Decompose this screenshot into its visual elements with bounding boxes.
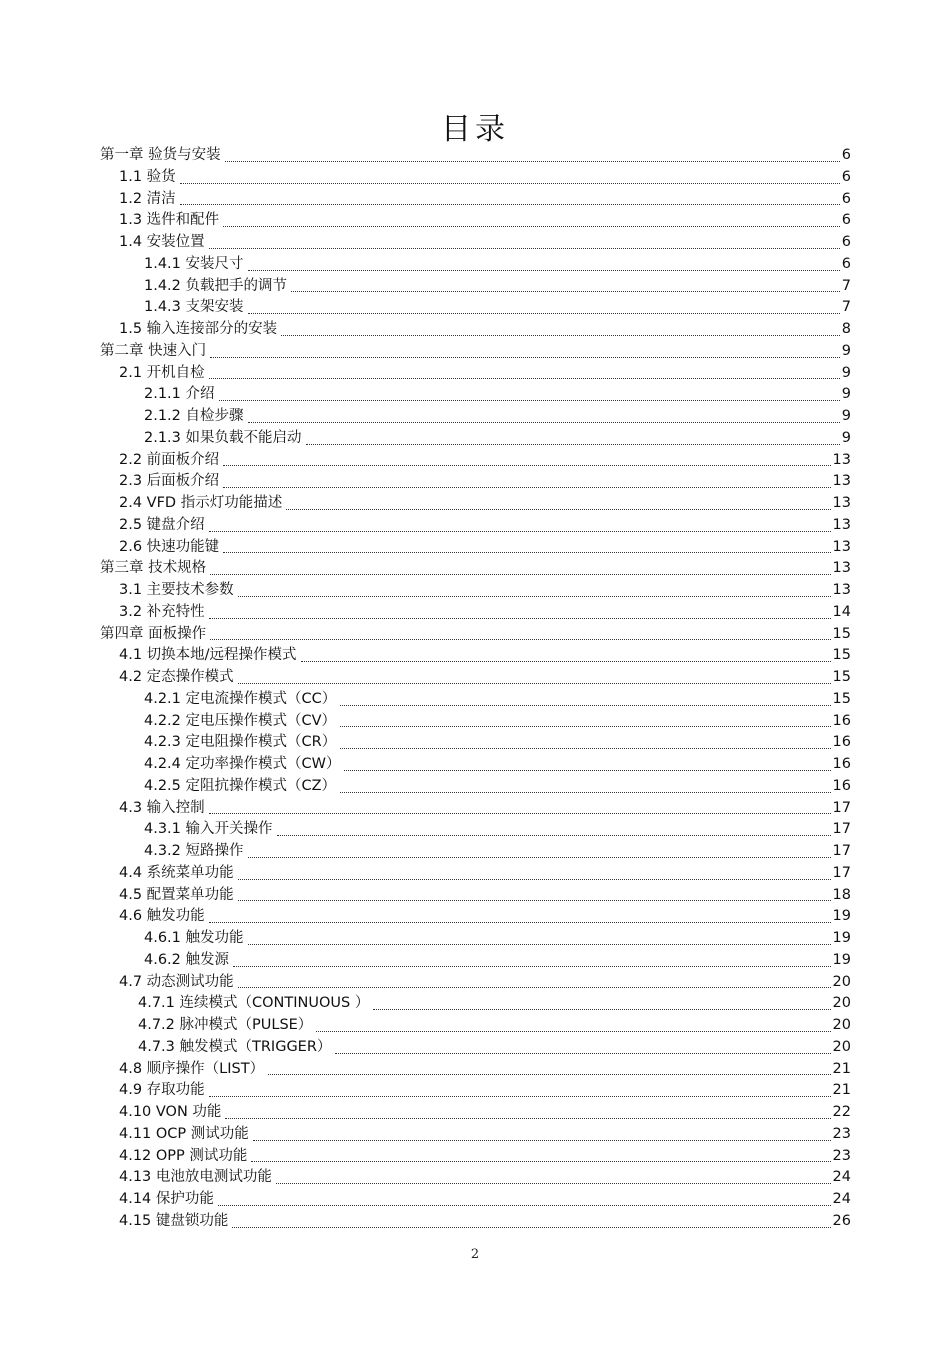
toc-entry[interactable]	[100, 319, 851, 341]
toc-entry[interactable]	[100, 1211, 851, 1233]
toc-entry-title: 4.2.2 定电压操作模式（CV）	[144, 712, 337, 729]
toc-entry[interactable]	[100, 1015, 851, 1037]
toc-entry-title: 4.2.3 定电阻操作模式（CR）	[144, 734, 337, 751]
toc-entry-title: 4.13 电池放电测试功能	[119, 1169, 272, 1186]
toc-entry-page: 14	[832, 603, 851, 620]
page-number: 2	[470, 1247, 480, 1262]
toc-entry-page: 22	[832, 1104, 851, 1120]
toc-entry[interactable]	[100, 1102, 851, 1124]
toc-leader-dots	[238, 878, 831, 880]
toc-leader-dots	[373, 1008, 830, 1010]
toc-entry-title: 3.1 主要技术参数	[119, 582, 234, 598]
toc-leader-dots	[268, 1073, 830, 1075]
toc-entry-title: 4.2 定态操作模式	[119, 669, 234, 685]
toc-entry[interactable]	[100, 972, 851, 994]
toc-leader-dots	[232, 1226, 830, 1228]
toc-leader-dots	[251, 1160, 830, 1162]
toc-entry-page: 6	[841, 168, 851, 185]
toc-entry[interactable]	[100, 645, 851, 667]
toc-entry[interactable]	[100, 276, 851, 298]
toc-leader-dots	[277, 834, 831, 836]
toc-leader-dots	[210, 638, 830, 640]
toc-leader-dots	[223, 225, 840, 227]
toc-entry-page: 13	[832, 582, 851, 598]
toc-entry-title: 1.2 清洁	[119, 190, 176, 207]
toc-leader-dots	[340, 704, 830, 706]
toc-entry-title: 1.3 选件和配件	[119, 212, 220, 229]
toc-entry[interactable]	[100, 493, 851, 515]
toc-entry-page: 26	[832, 1212, 851, 1229]
toc-entry[interactable]	[100, 1167, 851, 1189]
toc-leader-dots	[223, 464, 830, 466]
toc-entry[interactable]	[100, 254, 851, 276]
toc-entry-page: 7	[841, 299, 851, 316]
toc-leader-dots	[238, 899, 831, 901]
toc-entry-title: 3.2 补充特性	[119, 603, 205, 620]
toc-leader-dots	[248, 312, 840, 314]
toc-leader-dots	[248, 421, 840, 423]
toc-entry-page: 6	[841, 212, 851, 229]
toc-entry-page: 15	[832, 669, 851, 685]
toc-entry-page: 17	[832, 799, 851, 816]
toc-entry-title: 2.1.3 如果负载不能启动	[144, 429, 302, 446]
page-title: 目录	[441, 112, 509, 147]
toc-entry[interactable]	[100, 885, 851, 907]
toc-leader-dots	[238, 682, 831, 684]
toc-leader-dots	[218, 1204, 831, 1206]
toc-entry[interactable]	[100, 1059, 851, 1081]
toc-entry[interactable]	[100, 1124, 851, 1146]
toc-entry[interactable]	[100, 384, 851, 406]
toc-entry-title: 1.4.2 负载把手的调节	[144, 277, 288, 294]
toc-entry[interactable]	[100, 406, 851, 428]
toc-entry[interactable]	[100, 167, 851, 189]
toc-entry-page: 16	[832, 712, 851, 729]
toc-entry-page: 15	[832, 647, 851, 664]
toc-entry[interactable]	[100, 863, 851, 885]
toc-entry-page: 17	[832, 864, 851, 881]
toc-entry[interactable]	[100, 993, 851, 1015]
toc-entry-title: 第三章 技术规格	[100, 560, 207, 577]
toc-leader-dots	[223, 551, 830, 553]
toc-entry-title: 4.11 OCP 测试功能	[119, 1125, 249, 1142]
toc-entry[interactable]	[100, 754, 851, 776]
toc-entry[interactable]	[100, 428, 851, 450]
toc-entry-page: 19	[832, 951, 851, 968]
toc-entry-page: 17	[832, 843, 851, 859]
toc-leader-dots	[210, 356, 840, 358]
toc-entry-page: 13	[832, 538, 851, 555]
toc-entry-title: 1.4.3 支架安装	[144, 299, 244, 316]
toc-leader-dots	[223, 486, 830, 488]
toc-entry[interactable]	[100, 667, 851, 689]
toc-entry[interactable]	[100, 732, 851, 754]
toc-entry[interactable]	[100, 711, 851, 733]
toc-entry-page: 13	[832, 495, 851, 511]
toc-leader-dots	[180, 203, 840, 205]
toc-leader-dots	[225, 1117, 830, 1119]
toc-entry-page: 15	[832, 690, 851, 707]
toc-entry[interactable]	[100, 232, 851, 254]
toc-entry-page: 9	[841, 386, 851, 403]
toc-leader-dots	[291, 290, 840, 292]
toc-entry-title: 2.5 键盘介绍	[119, 516, 205, 533]
toc-entry[interactable]	[100, 341, 851, 363]
toc-entry-page: 23	[832, 1147, 851, 1164]
toc-leader-dots	[219, 399, 840, 401]
toc-leader-dots	[238, 595, 831, 597]
toc-entry-title: 1.5 输入连接部分的安装	[119, 321, 278, 337]
toc-entry-title: 4.7 动态测试功能	[119, 973, 234, 990]
toc-leader-dots	[340, 725, 831, 727]
toc-entry-title: 2.2 前面板介绍	[119, 451, 220, 468]
toc-entry-page: 16	[832, 756, 851, 772]
toc-entry-page: 6	[841, 190, 851, 207]
toc-entry-page: 20	[832, 1017, 851, 1033]
toc-entry-page: 18	[832, 886, 851, 903]
toc-leader-dots	[248, 943, 831, 945]
toc-leader-dots	[233, 965, 831, 967]
toc-entry-page: 9	[841, 408, 851, 424]
toc-entry-title: 4.12 OPP 测试功能	[119, 1147, 248, 1164]
toc-entry[interactable]	[100, 624, 851, 646]
toc-leader-dots	[340, 791, 830, 793]
toc-entry-page: 23	[832, 1125, 851, 1142]
toc-leader-dots	[253, 1139, 831, 1141]
toc-entry-title: 4.1 切换本地/远程操作模式	[119, 647, 297, 664]
toc-leader-dots	[276, 1182, 831, 1184]
table-of-contents	[100, 145, 851, 1233]
toc-entry-title: 4.8 顺序操作（LIST）	[119, 1060, 265, 1077]
toc-entry-title: 4.7.2 脉冲模式（PULSE）	[138, 1017, 313, 1033]
toc-entry-page: 6	[841, 147, 851, 163]
toc-entry-title: 2.1 开机自检	[119, 364, 205, 381]
toc-entry-title: 2.6 快速功能键	[119, 538, 220, 555]
toc-entry-title: 4.4 系统菜单功能	[119, 864, 234, 881]
toc-entry-title: 1.4 安装位置	[119, 234, 205, 250]
toc-entry[interactable]	[100, 798, 851, 820]
toc-entry-page: 20	[832, 973, 851, 990]
toc-entry[interactable]	[100, 906, 851, 928]
toc-entry-title: 1.4.1 安装尺寸	[144, 255, 244, 272]
toc-entry-title: 4.3 输入控制	[119, 799, 205, 816]
toc-entry-page: 6	[841, 234, 851, 250]
toc-entry[interactable]	[100, 928, 851, 950]
toc-leader-dots	[209, 1095, 831, 1097]
toc-entry-page: 13	[832, 516, 851, 533]
toc-entry-title: 2.3 后面板介绍	[119, 473, 220, 490]
toc-entry-page: 17	[832, 821, 851, 838]
toc-entry-page: 20	[832, 1038, 851, 1055]
toc-entry-title: 4.3.1 输入开关操作	[144, 821, 273, 838]
toc-entry-title: 第一章 验货与安装	[100, 147, 221, 163]
toc-entry-title: 第二章 快速入门	[100, 342, 207, 359]
toc-entry[interactable]	[100, 580, 851, 602]
toc-entry-title: 4.6 触发功能	[119, 908, 205, 925]
toc-entry-page: 13	[832, 473, 851, 490]
toc-leader-dots	[316, 1030, 830, 1032]
toc-entry-title: 1.1 验货	[119, 168, 176, 185]
toc-entry-title: 4.2.4 定功率操作模式（CW）	[144, 756, 341, 772]
toc-entry-page: 21	[832, 1082, 851, 1099]
toc-entry[interactable]	[100, 145, 851, 167]
toc-entry[interactable]	[100, 819, 851, 841]
toc-entry[interactable]	[100, 1080, 851, 1102]
toc-entry[interactable]	[100, 1189, 851, 1211]
toc-leader-dots	[209, 377, 840, 379]
toc-entry[interactable]	[100, 776, 851, 798]
toc-entry-title: 2.1.2 自检步骤	[144, 408, 244, 424]
toc-leader-dots	[248, 269, 840, 271]
toc-entry[interactable]	[100, 1037, 851, 1059]
toc-leader-dots	[286, 508, 830, 510]
toc-entry-page: 16	[832, 734, 851, 751]
toc-entry-title: 2.1.1 介绍	[144, 386, 215, 403]
toc-entry-page: 8	[841, 321, 851, 337]
toc-leader-dots	[225, 160, 840, 162]
toc-entry-page: 19	[832, 908, 851, 925]
toc-leader-dots	[210, 573, 830, 575]
toc-entry-title: 第四章 面板操作	[100, 625, 207, 642]
toc-entry-page: 19	[832, 930, 851, 946]
toc-entry-title: 4.7.3 触发模式（TRIGGER）	[138, 1038, 332, 1055]
toc-entry-title: 4.3.2 短路操作	[144, 843, 244, 859]
toc-entry-page: 7	[841, 277, 851, 294]
toc-entry-page: 9	[841, 429, 851, 446]
toc-entry-title: 4.7.1 连续模式（CONTINUOUS ）	[138, 995, 370, 1012]
toc-entry-title: 4.6.1 触发功能	[144, 930, 244, 946]
toc-entry-title: 4.5 配置菜单功能	[119, 886, 234, 903]
toc-entry-page: 13	[832, 451, 851, 468]
toc-leader-dots	[335, 1052, 830, 1054]
toc-leader-dots	[209, 617, 831, 619]
toc-leader-dots	[248, 856, 831, 858]
toc-entry-title: 4.6.2 触发源	[144, 951, 230, 968]
toc-entry-page: 13	[832, 560, 851, 577]
toc-leader-dots	[209, 812, 831, 814]
toc-entry[interactable]	[100, 210, 851, 232]
toc-entry[interactable]	[100, 515, 851, 537]
toc-leader-dots	[301, 660, 831, 662]
toc-leader-dots	[281, 334, 840, 336]
toc-entry-page: 9	[841, 342, 851, 359]
toc-leader-dots	[344, 769, 830, 771]
toc-entry-title: 4.2.5 定阻抗操作模式（CZ）	[144, 777, 337, 794]
toc-entry[interactable]	[100, 841, 851, 863]
toc-entry-page: 9	[841, 364, 851, 381]
toc-entry[interactable]	[100, 689, 851, 711]
toc-leader-dots	[209, 921, 831, 923]
toc-entry[interactable]	[100, 537, 851, 559]
toc-leader-dots	[306, 443, 840, 445]
toc-entry-page: 20	[832, 995, 851, 1012]
toc-entry[interactable]	[100, 558, 851, 580]
toc-entry-page: 21	[832, 1060, 851, 1077]
toc-entry[interactable]	[100, 297, 851, 319]
toc-entry[interactable]	[100, 189, 851, 211]
toc-entry-title: 4.10 VON 功能	[119, 1104, 222, 1120]
toc-entry-title: 4.14 保护功能	[119, 1191, 214, 1207]
toc-entry[interactable]	[100, 602, 851, 624]
toc-entry[interactable]	[100, 950, 851, 972]
toc-leader-dots	[209, 247, 840, 249]
toc-entry-page: 15	[832, 625, 851, 642]
toc-entry-page: 24	[832, 1169, 851, 1186]
toc-entry[interactable]	[100, 363, 851, 385]
toc-entry[interactable]	[100, 450, 851, 472]
toc-leader-dots	[180, 182, 840, 184]
toc-entry-title: 4.2.1 定电流操作模式（CC）	[144, 690, 337, 707]
toc-entry-title: 2.4 VFD 指示灯功能描述	[119, 495, 283, 511]
toc-entry-page: 24	[832, 1191, 851, 1207]
toc-entry-title: 4.15 键盘锁功能	[119, 1212, 229, 1229]
toc-entry-page: 16	[832, 777, 851, 794]
toc-entry-page: 6	[841, 255, 851, 272]
toc-entry-title: 4.9 存取功能	[119, 1082, 205, 1099]
toc-entry[interactable]	[100, 471, 851, 493]
toc-leader-dots	[209, 530, 831, 532]
toc-leader-dots	[238, 986, 831, 988]
toc-leader-dots	[340, 747, 830, 749]
toc-entry[interactable]	[100, 1146, 851, 1168]
